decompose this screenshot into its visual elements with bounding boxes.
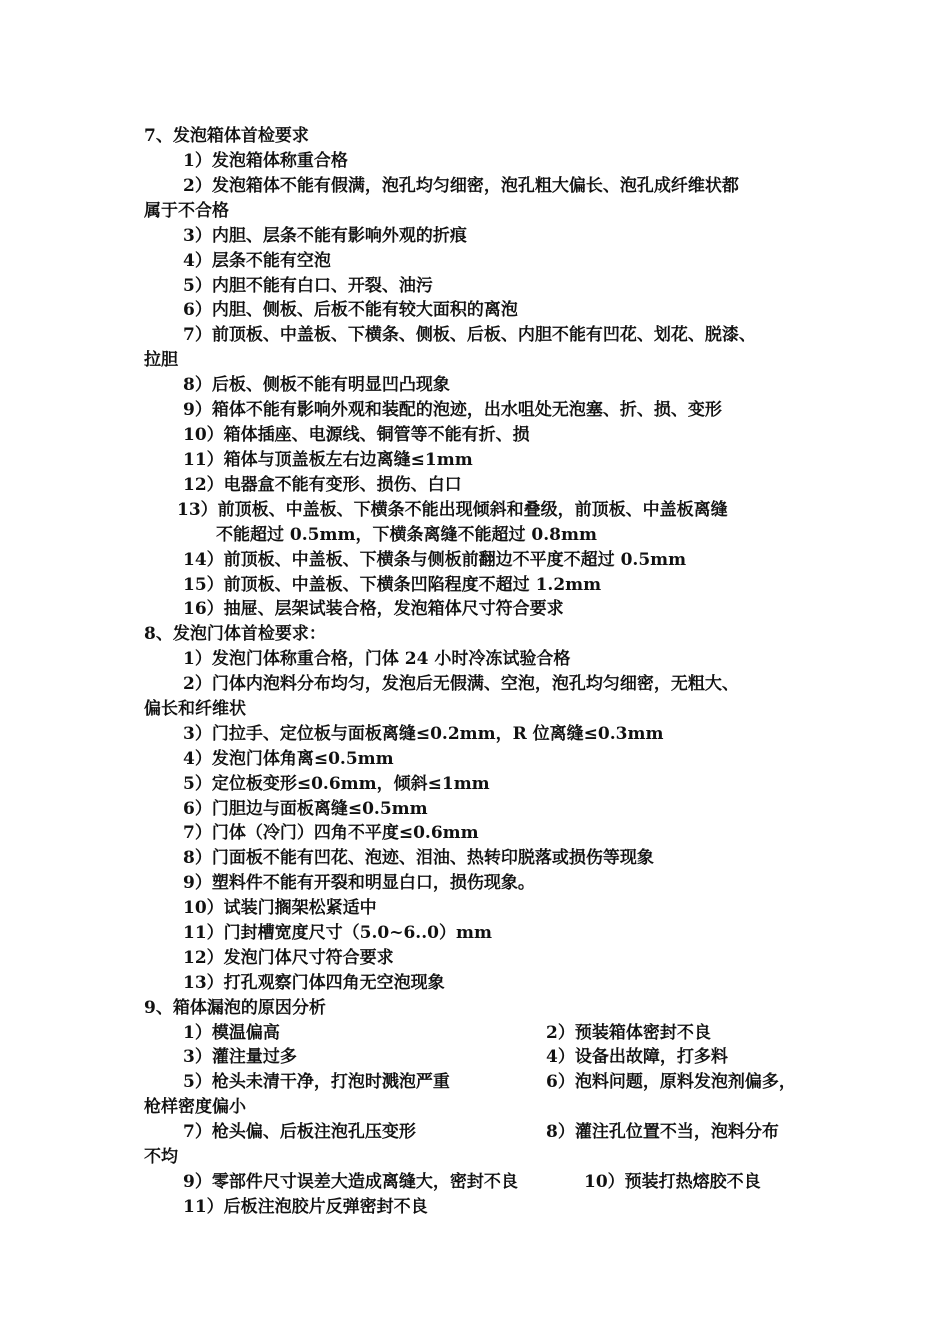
list-item: 4）设备出故障，打多料 xyxy=(546,1047,728,1067)
list-item: 4）层条不能有空泡 xyxy=(183,251,331,271)
list-item: 8）后板、侧板不能有明显凹凸现象 xyxy=(183,375,450,395)
list-item: 10）预装打热熔胶不良 xyxy=(584,1172,761,1192)
list-item: 13）前顶板、中盖板、下横条不能出现倾斜和叠级，前顶板、中盖板离缝 xyxy=(177,500,728,520)
list-item: 7）枪头偏、后板注泡孔压变形 xyxy=(183,1122,416,1142)
list-item: 10）试装门搁架松紧适中 xyxy=(183,898,377,918)
list-item: 9）箱体不能有影响外观和装配的泡迹，出水咀处无泡塞、折、损、变形 xyxy=(183,400,722,420)
list-item-continuation: 枪样密度偏小 xyxy=(144,1097,246,1117)
list-item: 5）内胆不能有白口、开裂、油污 xyxy=(183,276,433,296)
list-item-continuation: 偏长和纤维状 xyxy=(144,699,246,719)
list-item: 6）内胆、侧板、后板不能有较大面积的离泡 xyxy=(183,300,518,320)
list-item: 1）模温偏高 xyxy=(183,1023,280,1043)
list-item: 4）发泡门体角离≤0.5mm xyxy=(183,749,394,769)
list-item: 1）发泡门体称重合格，门体 24 小时冷冻试验合格 xyxy=(183,649,571,669)
list-item: 5）定位板变形≤0.6mm，倾斜≤1mm xyxy=(183,774,490,794)
list-item: 9）零部件尺寸误差大造成离缝大，密封不良 xyxy=(183,1172,518,1192)
list-item: 6）泡料问题，原料发泡剂偏多， xyxy=(546,1072,796,1092)
list-item: 10）箱体插座、电源线、铜管等不能有折、损 xyxy=(183,425,530,445)
list-item: 8）灌注孔位置不当，泡料分布 xyxy=(546,1122,779,1142)
list-item-continuation: 属于不合格 xyxy=(144,201,229,221)
list-item: 14）前顶板、中盖板、下横条与侧板前翻边不平度不超过 0.5mm xyxy=(183,550,687,570)
list-item: 6）门胆边与面板离缝≤0.5mm xyxy=(183,799,428,819)
section-heading: 9、箱体漏泡的原因分析 xyxy=(144,998,326,1018)
list-item: 2）预装箱体密封不良 xyxy=(546,1023,711,1043)
list-item: 2）发泡箱体不能有假满，泡孔均匀细密，泡孔粗大偏长、泡孔成纤维状都 xyxy=(183,176,739,196)
list-item: 1）发泡箱体称重合格 xyxy=(183,151,348,171)
section-heading: 8、发泡门体首检要求： xyxy=(144,624,326,644)
list-item-continuation: 不均 xyxy=(144,1147,178,1167)
list-item: 7）前顶板、中盖板、下横条、侧板、后板、内胆不能有凹花、划花、脱漆、 xyxy=(183,325,756,345)
list-item: 11）后板注泡胶片反弹密封不良 xyxy=(183,1197,428,1217)
list-item-continuation: 不能超过 0.5mm，下横条离缝不能超过 0.8mm xyxy=(216,525,597,545)
list-item: 7）门体（冷门）四角不平度≤0.6mm xyxy=(183,823,479,843)
list-item: 12）电器盒不能有变形、损伤、白口 xyxy=(183,475,462,495)
list-item: 11）箱体与顶盖板左右边离缝≤1mm xyxy=(183,450,473,470)
list-item: 5）枪头未清干净，打泡时溅泡严重 xyxy=(183,1072,450,1092)
section-heading: 7、发泡箱体首检要求 xyxy=(144,126,309,146)
list-item: 3）内胆、层条不能有影响外观的折痕 xyxy=(183,226,467,246)
list-item: 3）灌注量过多 xyxy=(183,1047,297,1067)
list-item: 16）抽屉、层架试装合格，发泡箱体尺寸符合要求 xyxy=(183,599,564,619)
list-item: 15）前顶板、中盖板、下横条凹陷程度不超过 1.2mm xyxy=(183,575,602,595)
list-item: 2）门体内泡料分布均匀，发泡后无假满、空泡，泡孔均匀细密，无粗大、 xyxy=(183,674,739,694)
list-item: 13）打孔观察门体四角无空泡现象 xyxy=(183,973,445,993)
list-item: 12）发泡门体尺寸符合要求 xyxy=(183,948,394,968)
list-item: 9）塑料件不能有开裂和明显白口，损伤现象。 xyxy=(183,873,535,893)
list-item: 8）门面板不能有凹花、泡迹、泪油、热转印脱落或损伤等现象 xyxy=(183,848,654,868)
list-item-continuation: 拉胆 xyxy=(144,350,178,370)
list-item: 3）门拉手、定位板与面板离缝≤0.2mm，R 位离缝≤0.3mm xyxy=(183,724,664,744)
list-item: 11）门封槽宽度尺寸（5.0~6..0）mm xyxy=(183,923,492,943)
